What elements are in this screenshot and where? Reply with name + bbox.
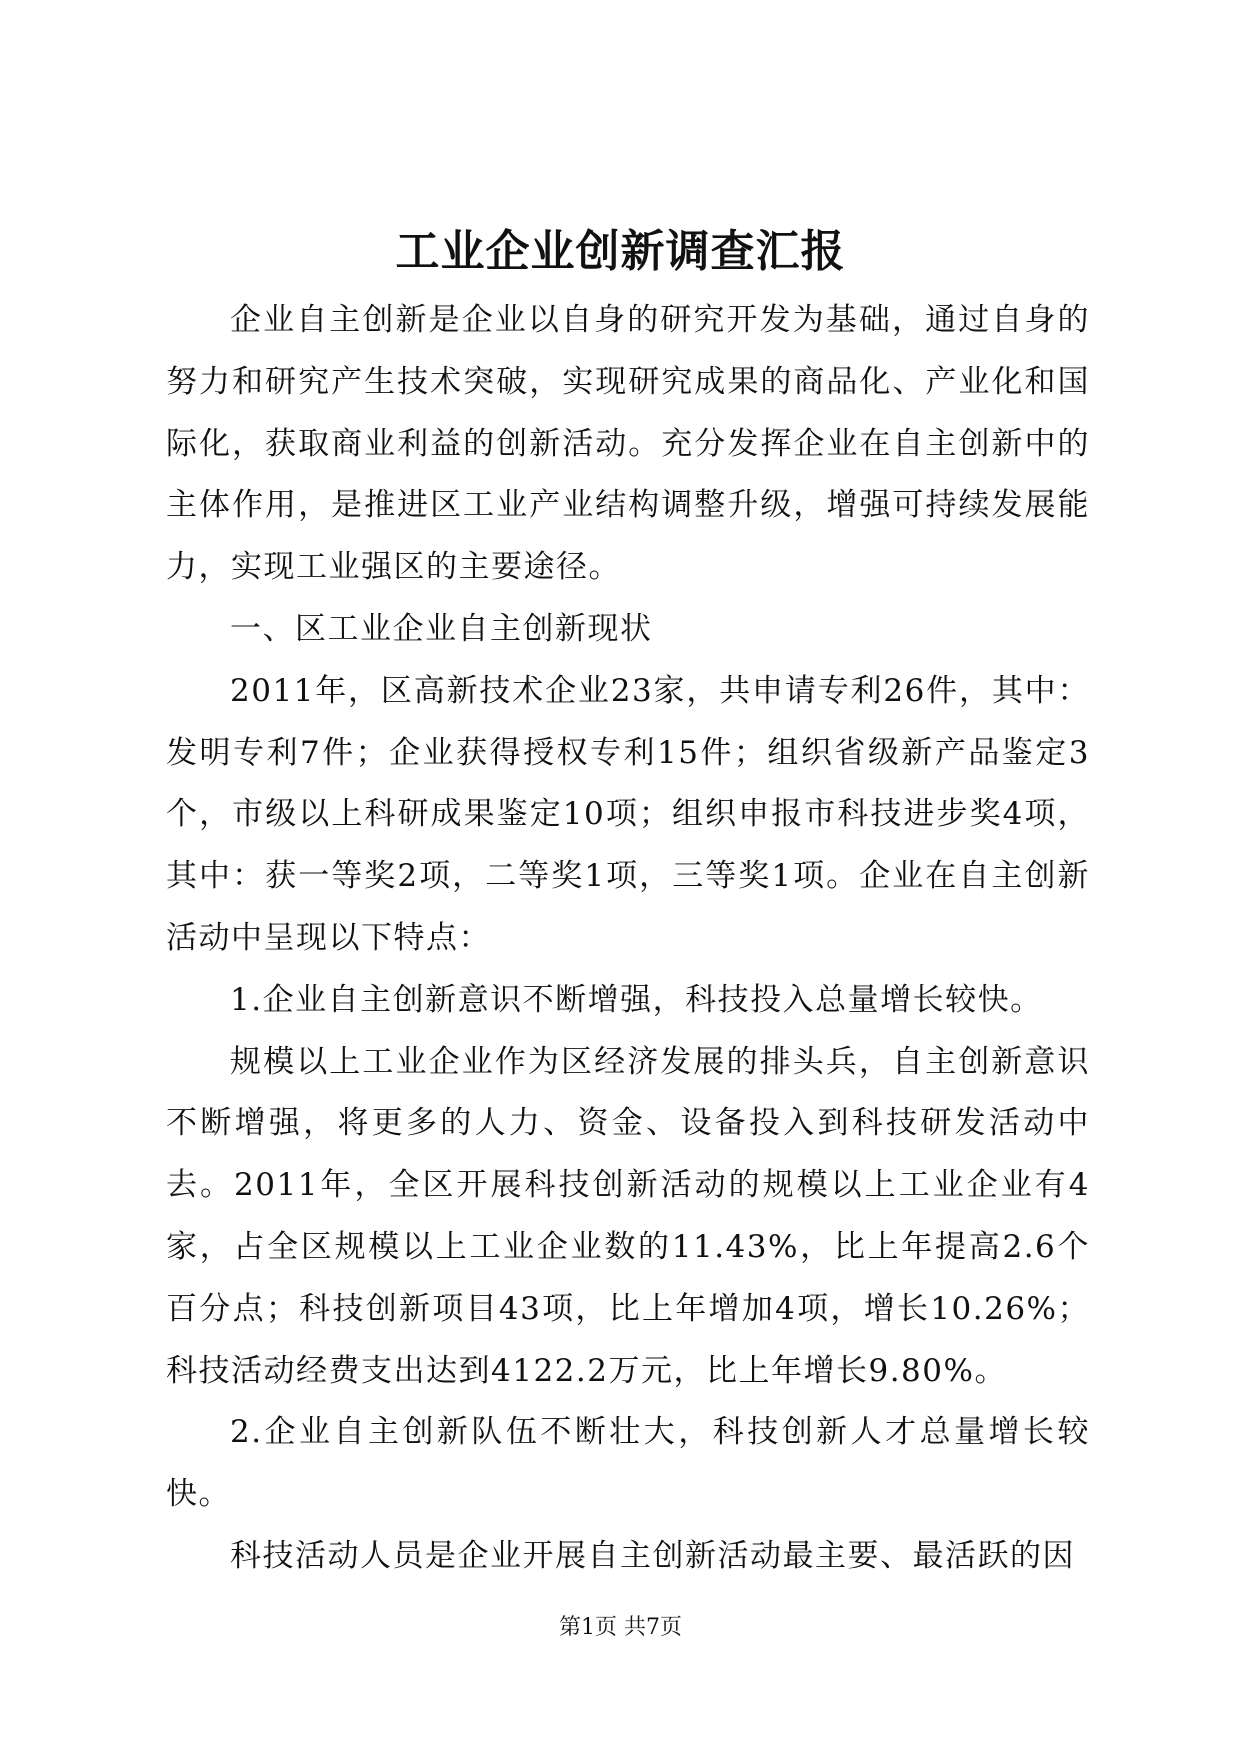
paragraph-intro: 企业自主创新是企业以自身的研究开发为基础，通过自身的努力和研究产生技术突破，实现研究成果的商品化、产业化和国际化，获取商业利益的创新活动。充分发挥企业在自主创新中的主体作用，是推进区工业产业结构调整升级，增强可持续发展能力，实现工业强区的主要途径。 <box>166 302 1090 586</box>
document-body <box>166 290 1090 1588</box>
section-heading-1: 一、区工业企业自主创新现状 <box>230 610 653 647</box>
paragraph-personnel: 科技活动人员是企业开展自主创新活动最主要、最活跃的因 <box>230 1537 1075 1574</box>
paragraph-status: 2011年，区高新技术企业23家，共申请专利26件，其中：发明专利7件；企业获得授权专利15件；组织省级新产品鉴定3个，市级以上科研成果鉴定10项；组织申报市科技进步奖4项，其中：获一等奖2项，二等奖1项，三等奖1项。企业在自主创新活动中呈现以下特点： <box>166 672 1090 956</box>
subheading-1: 1.企业自主创新意识不断增强，科技投入总量增长较快。 <box>230 981 1043 1018</box>
paragraph-investment: 规模以上工业企业作为区经济发展的排头兵，自主创新意识不断增强，将更多的人力、资金、设备投入到科技研发活动中去。2011年，全区开展科技创新活动的规模以上工业企业有4家，占全区规模以上工业企业数的11.43%，比上年提高2.6个百分点；科技创新项目43项，比上年增加4项，增长10.26%；科技活动经费支出达到4122.2万元，比上年增长9.80%。 <box>166 1043 1090 1389</box>
document-title: 工业企业创新调查汇报 <box>395 226 846 277</box>
page-footer: 第1页 共7页 <box>559 1615 682 1640</box>
subheading-2: 2.企业自主创新队伍不断壮大，科技创新人才总量增长较快。 <box>166 1414 1090 1513</box>
